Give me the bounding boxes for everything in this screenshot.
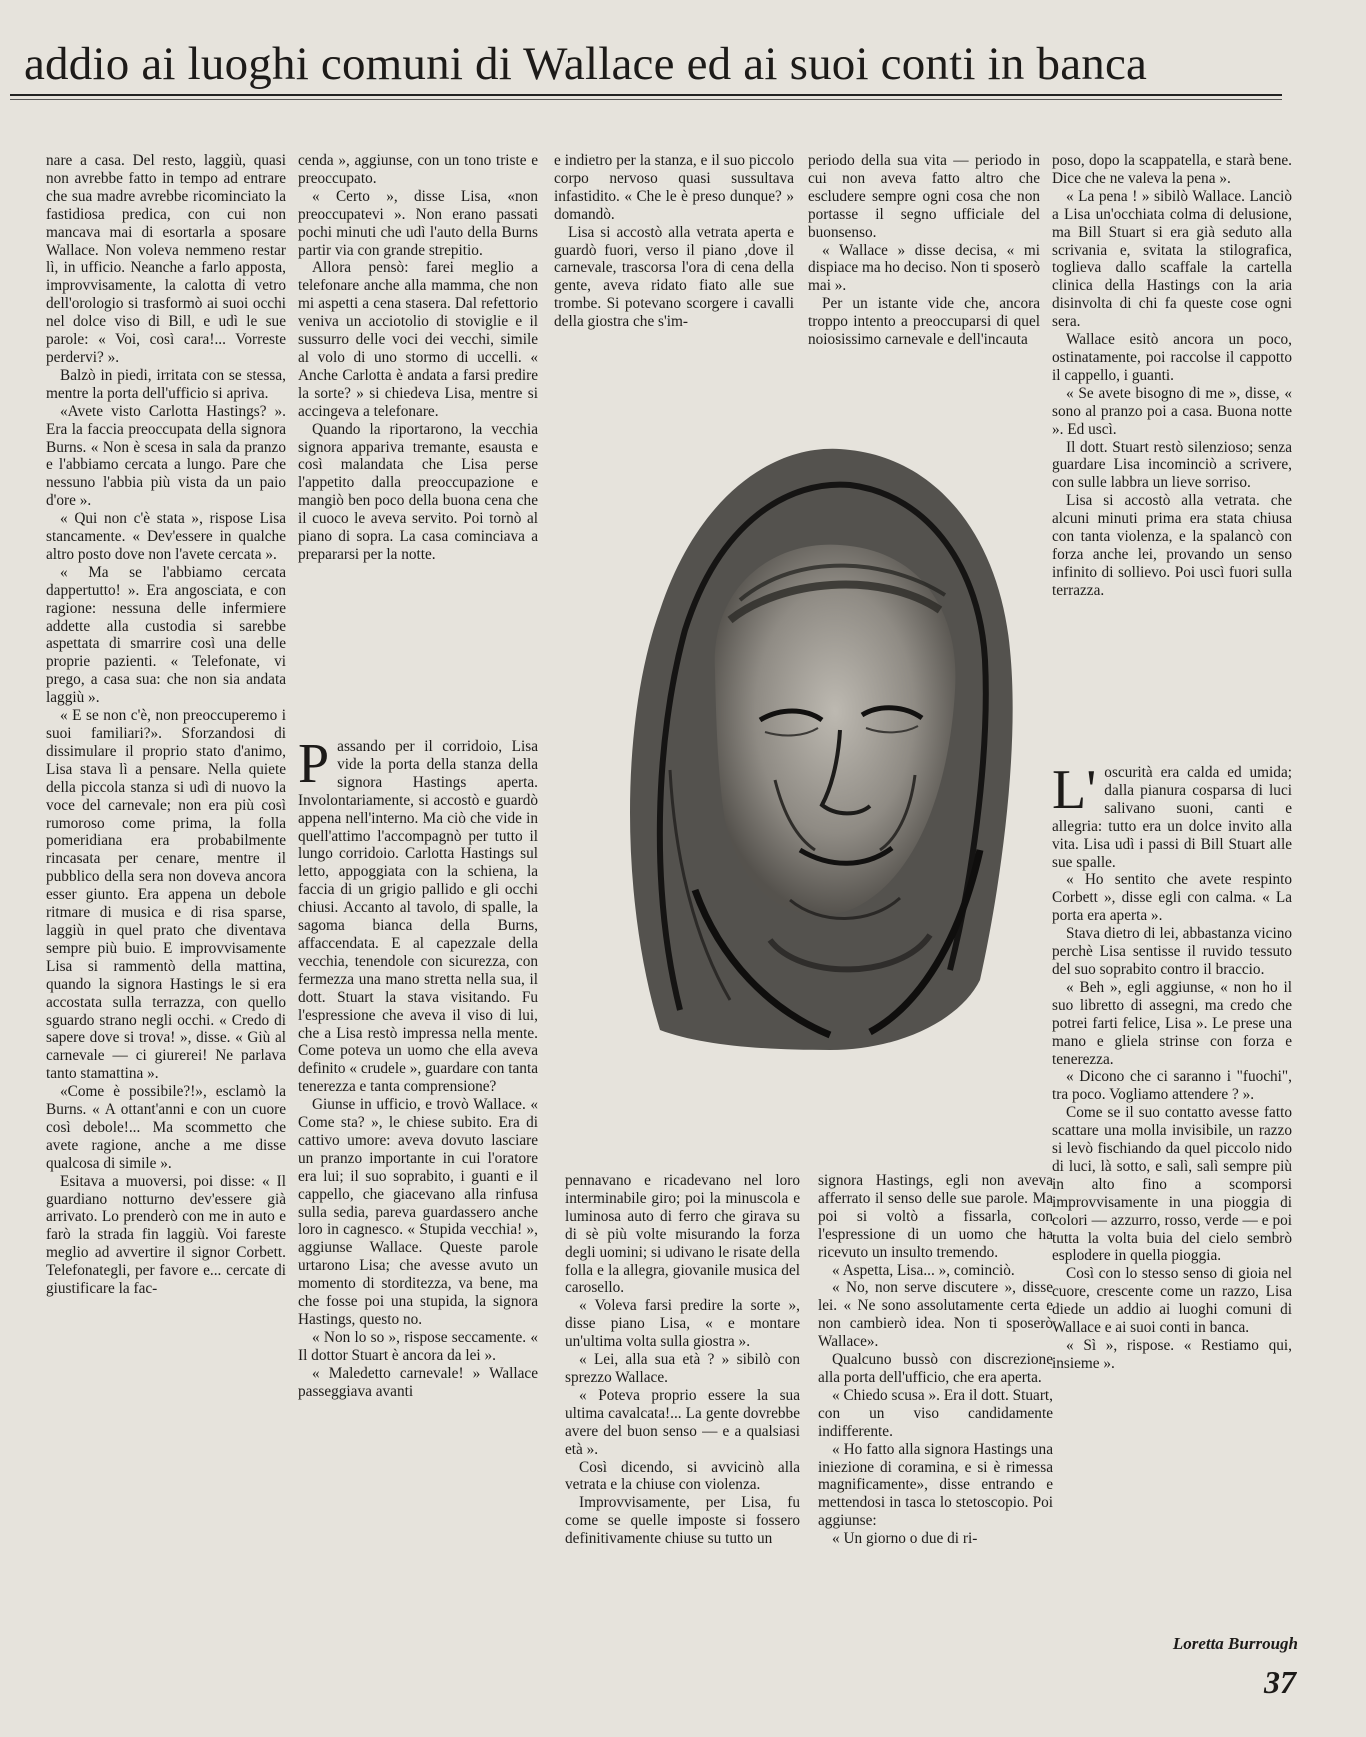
paragraph: « Un giorno o due di ri-: [832, 1530, 978, 1548]
paragraph: « E se non c'è, non preoccuperemo i suoi familiari?». Sforzandosi di dissimulare il proprio stato d'animo, Lisa stava lì a pensare. Nella quiete della piccola stanza si udì di nuovo la voce del carnevale; non era più così rumoroso come prima, la folla pomeridiana era probabilmente rincasata per cenare, mentre il pubblico della sera non doveva ancora esser giunto. Era appena un debole ritmare di musica e di risa sparse, laggiù in quel prato che diventava sempre più buio. E improvvisamente Lisa si rammentò della mattina, quando la signora Hastings le si era accostata sulla terrazza, con quello sguardo strano negli occhi. « Credo di sapere dove si trova! », disse. « Giù al carnevale — ci giurerei! Ne parlava tanto stamattina ».: [46, 707, 286, 1083]
column-4-bottom: [818, 1172, 1053, 1672]
paragraph: signora Hastings, egli non aveva afferrato il senso delle sue parole. Ma poi si voltò a fissarla, con l'espressione di un uomo che ha ricevuto un insulto tremendo.: [818, 1172, 1053, 1261]
paragraph: « Certo », disse Lisa, «non preoccupatevi ». Non erano passati pochi minuti che udì l'auto della Burns partir via con grande strepitio.: [298, 187, 538, 259]
paragraph: poso, dopo la scappatella, e starà bene. Dice che ne valeva la pena ».: [1052, 152, 1292, 187]
column-5-top: [1052, 152, 1292, 742]
paragraph: Per un istante vide che, ancora troppo intento a preoccuparsi di quel noiosissimo carnevale e dell'incauta: [808, 295, 1040, 349]
paragraph: Esitava a muoversi, poi disse: « Il guardiano notturno dev'essere già arrivato. Lo prenderò con me in auto e farò la strada fin laggiù. Voi fareste meglio ad avvertire il signor Corbett. Telefonategli, per favore e... cercate di giustificare la fac-: [46, 1172, 286, 1298]
paragraph: Allora pensò: farei meglio a telefonare anche alla mamma, che non mi aspetti a cena stasera. Dal refettorio veniva un acciotolio di stoviglie e il sussurro delle voci dei vecchi, simile al volo di uno stormo di uccelli. « Anche Carlotta è andata a farsi predire la sorte? » si chiedeva Lisa, mentre si accingeva a telefonare.: [298, 259, 538, 420]
paragraph: Lisa si accostò alla vetrata aperta e guardò fuori, verso il piano ,dove il carnevale, trascorsa l'ora di cena della gente, aveva ridato fiato alle sue trombe. Si potevano scorgere i cavalli della giostra che s'im-: [554, 223, 794, 331]
paragraph: Così dicendo, si avvicinò alla vetrata e la chiuse con violenza.: [565, 1458, 800, 1494]
column-2-top: [298, 152, 538, 712]
paragraph: nare a casa. Del resto, laggiù, quasi non avrebbe fatto in tempo ad entrare che sua madre avrebbe ricominciato la fastidiosa predica, con cui non mancava mai di esortarla a sposare Wallace. Non voleva nemmeno restar lì, in ufficio. Neanche a farlo apposta, improvvisamente, la calotta di vetro dell'orologio si trasformò ai suoi occhi nel dolce viso di Bill, e udì le sue parole: « Voi, così cara!... Vorreste perdervi? ».: [46, 152, 286, 366]
column-3-top: [554, 152, 794, 377]
paragraph: « Maledetto carnevale! » Wallace passeggiava avanti: [298, 1364, 538, 1400]
paragraph: Così con lo stesso senso di gioia nel cuore, crescente come un razzo, Lisa diede un addio ai luoghi comuni di Wallace e ai suoi conti in banca.: [1052, 1265, 1292, 1337]
paragraph: Qualcuno bussò con discrezione alla porta dell'ufficio, che era aperta.: [818, 1351, 1053, 1386]
paragraph: Balzò in piedi, irritata con se stessa, mentre la porta dell'ufficio si apriva.: [46, 366, 286, 402]
column-1: [46, 152, 286, 1684]
paragraph: Giunse in ufficio, e trovò Wallace. « Come sta? », le chiese subito. Era di cattivo umore: aveva dovuto lasciare un pranzo importante in cui l'oratore era lui; il suo soprabito, i guanti e il cappello, che giacevano alla rinfusa sulla sedia, pareva guardassero anche loro in cagnesco. « Stupida vecchia! », aggiunse Wallace. Queste parole urtarono Lisa; che avesse avuto un momento di storditezza, va bene, ma che fosse poi una stupida, la signora Hastings, questo no.: [298, 1096, 538, 1328]
paragraph: « Ho sentito che avete respinto Corbett », disse egli con calma. « La porta era aperta ».: [1052, 871, 1292, 925]
paragraph: cenda », aggiunse, con un tono triste e preoccupato.: [298, 152, 538, 187]
paragraph: Passando per il corridoio, Lisa vide la porta della stanza della signora Hastings aperta. Involontariamente, si accostò e guardò appena nell'interno. Ma ciò che vide in quell'attimo l'accompagnò per tutto il lungo corridoio. Carlotta Hastings sul letto, appoggiata con la schiena, la faccia di un grigio pallido e gli occhi chiusi. Accanto al tavolo, di spalle, la sagoma bianca della Burns, affaccendata. E al capezzale della vecchia, tenendole con sicurezza, con fermezza una mano stretta nella sua, il dott. Stuart la stava visitando. Fu l'espressione che aveva il viso di lui, che a Lisa restò impressa nella mente. Come poteva un uomo che ella aveva definito « crudele », guardare con tanta tenerezza e tanta comprensione?: [298, 738, 538, 1096]
column-5-bottom: [1052, 764, 1292, 1644]
paragraph: « Voleva farsi predire la sorte », disse piano Lisa, « e montare un'ultima volta sulla giostra ».: [565, 1297, 800, 1351]
paragraph: « No, non serve discutere », disse lei. « Ne sono assolutamente certa e non cambierò idea. Non ti sposerò Wallace».: [818, 1279, 1053, 1351]
paragraph: L'oscurità era calda ed umida; dalla pianura cosparsa di luci salivano suoni, canti e allegria: tutto era un dolce invito alla vita. Lisa udì i passi di Bill Stuart alle sue spalle.: [1052, 764, 1292, 871]
paragraph: Wallace esitò ancora un poco, ostinatamente, poi raccolse il cappotto il cappello, i guanti.: [1052, 331, 1292, 384]
paragraph: «Come è possibile?!», esclamò la Burns. « A ottant'anni e con un cuore così debole!... Ma scommetto che avete ragione, anche a me disse qualcosa di simile ».: [46, 1083, 286, 1172]
page-title: addio ai luoghi comuni di Wallace ed ai suoi conti in banca: [24, 38, 1148, 90]
paragraph: « Ma se l'abbiamo cercata dappertutto! ». Era angosciata, e con ragione: nessuna delle infermiere addette alla custodia si sarebbe aspettata di smarrire così una delle proprie pazienti. « Telefonate, vi prego, a casa sua: che non sia andata laggiù ».: [46, 563, 286, 707]
paragraph: Come se il suo contatto avesse fatto scattare una molla invisibile, un razzo si levò fischiando da quel piccolo nido di luci, là sotto, e salì, salì sempre più in alto fino a scomporsi improvvisamente in una pioggia di colori — azzurro, rosso, verde — e poi tutta la volta buia del cielo sembrò esplodere in quella pioggia.: [1052, 1104, 1292, 1265]
paragraph: « Non lo so », rispose seccamente. « Il dottor Stuart è ancora da lei ».: [298, 1328, 538, 1364]
paragraph: « Wallace » disse decisa, « mi dispiace ma ho deciso. Non ti sposerò mai ».: [808, 241, 1040, 295]
title-rule-secondary: [10, 99, 1282, 100]
paragraph: Quando la riportarono, la vecchia signora appariva tremante, esausta e così malandata che Lisa perse l'appetito dalla preoccupazione e mangiò ben poco della buona cena che il cuoco le aveva servito. Poi tornò al piano di sopra. La casa cominciava a prepararsi per la notte.: [298, 420, 538, 563]
author-signature: Loretta Burrough: [1172, 1634, 1298, 1653]
paragraph: «Avete visto Carlotta Hastings? ». Era la faccia preoccupata della signora Burns. « Non è scesa in sala da pranzo e l'abbiamo cercata a lungo. Pare che nessuno l'abbia più vista da un paio d'ore ».: [46, 402, 286, 510]
title-rule: [10, 94, 1282, 96]
paragraph: e indietro per la stanza, e il suo piccolo corpo nervoso quasi sussultava infastidito. « Che le è preso dunque? » domandò.: [554, 152, 794, 223]
column-2-bottom: [298, 738, 538, 1688]
paragraph: « La pena ! » sibilò Wallace. Lanciò a Lisa un'occhiata colma di delusione, ma Bill Stuart si era già seduto alla scrivania e, svitata la stilografica, toglieva dallo scaffale la cartella clinica della Hastings con la aria disinvolta di chi fa queste cose ogni sera.: [1052, 187, 1292, 331]
paragraph: pennavano e ricadevano nel loro interminabile giro; poi la minuscola e luminosa auto di ferro che girava su di sè più volte misurando la forza degli uomini; si udivano le risate della folla e la allegra, giovanile musica del carosello.: [565, 1172, 800, 1297]
paragraph: « Dicono che ci saranno i "fuochi", tra poco. Vogliamo attendere ? ».: [1052, 1068, 1292, 1104]
column-3-bottom: [565, 1172, 800, 1672]
paragraph: Lisa si accostò alla vetrata. che alcuni minuti prima era stata chiusa con tanta violenza, e la spalancò con forza anche lei, provando un senso infinito di sollievo. Poi uscì fuori sulla terrazza.: [1052, 492, 1292, 599]
paragraph: « Lei, alla sua età ? » sibilò con sprezzo Wallace.: [565, 1351, 800, 1386]
paragraph: « Ho fatto alla signora Hastings una iniezione di coramina, e si è rimessa magnificamente», disse entrando e mettendosi in tasca lo stetoscopio. Poi aggiunse:: [818, 1440, 1053, 1530]
paragraph: « Chiedo scusa ». Era il dott. Stuart, con un viso candidamente indifferente.: [818, 1386, 1053, 1440]
page-number: 37: [1264, 1664, 1296, 1700]
paragraph: « Poteva proprio essere la sua ultima cavalcata!... La gente dovrebbe avere del buon senso — e a qualsiasi età ».: [565, 1386, 800, 1458]
paragraph: Improvvisamente, per Lisa, fu come se quelle imposte si fossero definitivamente chiuse su tutto un: [565, 1494, 800, 1548]
paragraph: « Beh », egli aggiunse, « non ho il suo libretto di assegni, ma credo che potrei farti felice, Lisa ». Le prese una mano e gliela strinse con forza e tenerezza.: [1052, 978, 1292, 1068]
paragraph: « Qui non c'è stata », rispose Lisa stancamente. « Dev'essere in qualche altro posto dove non l'avete cercata ».: [46, 510, 286, 563]
paragraph: « Se avete bisogno di me », disse, « sono al pranzo poi a casa. Buona notte ». Ed uscì.: [1052, 384, 1292, 438]
elderly-woman-portrait-icon: [600, 420, 1040, 1060]
paragraph: Stava dietro di lei, abbastanza vicino perchè Lisa sentisse il ruvido tessuto del suo soprabito contro il braccio.: [1052, 925, 1292, 978]
column-4-top: [808, 152, 1040, 377]
paragraph: Il dott. Stuart restò silenzioso; senza guardare Lisa incominciò a scrivere, con sulle labbra un lieve sorriso.: [1052, 438, 1292, 492]
paragraph: periodo della sua vita — periodo in cui non aveva fatto altro che escludere sempre ogni cosa che non portasse il segno ufficiale del buonsenso.: [808, 152, 1040, 241]
paragraph: « Sì », rispose. « Restiamo qui, insieme ».: [1052, 1337, 1292, 1372]
paragraph: « Aspetta, Lisa... », cominciò.: [832, 1261, 1015, 1279]
